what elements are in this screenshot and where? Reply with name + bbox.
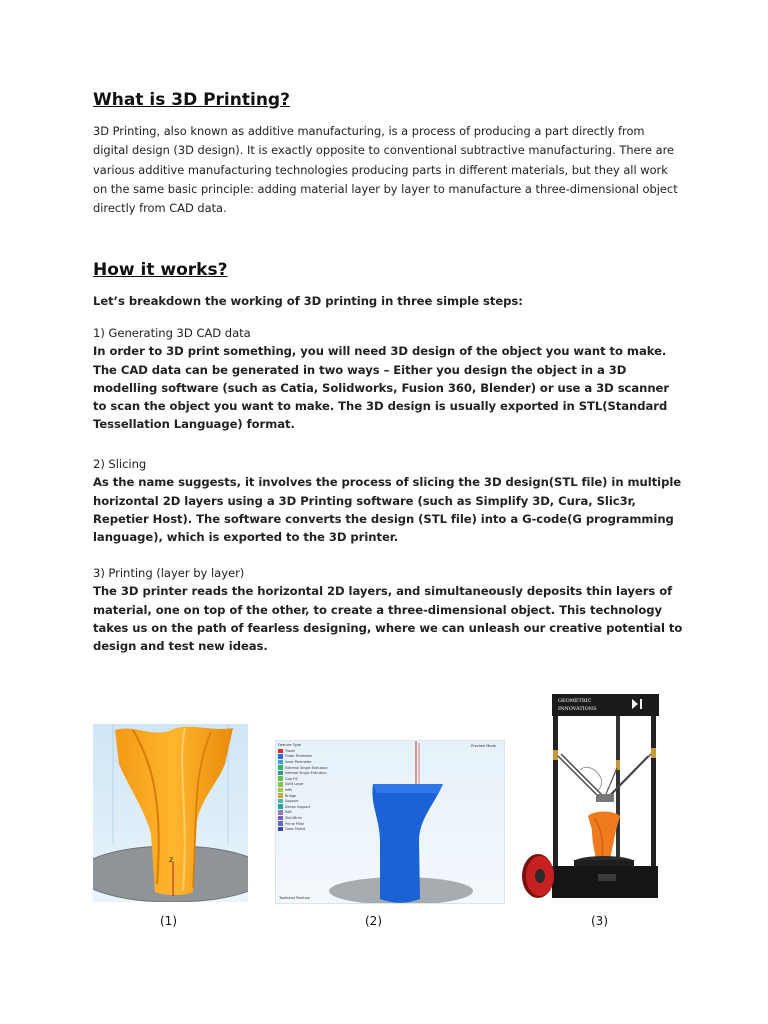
legend-label: Dense Support [285, 804, 311, 809]
toolhead-position-label: Toolhead Position [279, 896, 311, 900]
legend-swatch [278, 821, 283, 826]
legend-swatch [278, 804, 283, 809]
step-2-title: 2) Slicing [93, 457, 147, 471]
steps-lead: Let’s breakdown the working of 3D printing in three simple steps: [93, 294, 523, 308]
figure-1-caption: (1) [160, 914, 177, 928]
legend-label: Gap Fill [285, 776, 298, 781]
legend-label: Internal Single Extrusion [285, 771, 327, 776]
legend-label: Raft [285, 810, 292, 815]
legend-label: Ooze Shield [285, 827, 306, 832]
step-3-title: 3) Printing (layer by layer) [93, 566, 245, 580]
legend-swatch [278, 816, 283, 821]
legend-item [278, 826, 348, 832]
legend-label: Support [285, 799, 299, 804]
step-3-body: The 3D printer reads the horizontal 2D layers, and simultaneously deposits thin layers of material, one on top of the other, to create a three-dimensional object. This technology takes us on the path of fearless designing, where we can unleash our creative potential to design and test new ideas. [93, 584, 683, 654]
slicer-legend [278, 743, 348, 832]
legend-label: Solid Layer [285, 782, 304, 787]
step-2-body: As the name suggests, it involves the process of slicing the 3D design(STL file) in multiple horizontal 2D layers using a 3D Printing software (such as Simplify 3D, Cura, Slic3r, Repetier Host). The software converts the design (STL file) into a G-code(G programming language), which is exported to the 3D printer. [93, 475, 682, 545]
figure-slicer-preview [275, 740, 505, 904]
step-1 [93, 324, 683, 434]
step-3 [93, 564, 683, 655]
legend-swatch [278, 827, 283, 832]
legend-title: Feature Type [278, 743, 301, 747]
printer-brand-line1: GEOMETRIC [558, 698, 592, 704]
figure-2-caption: (2) [365, 914, 382, 928]
intro-paragraph: 3D Printing, also known as additive manufacturing, is a process of producing a part directly from digital design (3D design). It is exactly opposite to conventional subtractive manufacturing. There are various additive manufacturing technologies producing parts in different materials, but they all work on the same basic principle: adding material layer by layer to manufacture a three-dimensional object directly from CAD data. [93, 124, 678, 216]
printer-brand-line2: INNOVATIONS [558, 706, 597, 712]
step-1-body: In order to 3D print something, you will need 3D design of the object you want to make. The CAD data can be generated in two ways – Either you design the object in a 3D modelling software (such as Catia, Solidworks, Fusion 360, Blender) or use a 3D scanner to scan the object you want to make. The 3D design is usually exported in STL(Standard Tessellation Language) format. [93, 344, 670, 432]
legend-swatch [278, 754, 283, 759]
svg-text:z: z [169, 855, 174, 864]
legend-swatch [278, 793, 283, 798]
legend-label: Infill [285, 787, 293, 792]
cad-model-image [93, 724, 248, 902]
legend-swatch [278, 782, 283, 787]
figure-3d-printer [520, 690, 665, 902]
legend-label: Travel [285, 748, 296, 753]
legend-list [278, 748, 348, 832]
legend-label: Outer Perimeter [285, 754, 313, 759]
figure-3-caption: (3) [591, 914, 608, 928]
section-heading-how-it-works: How it works? [93, 260, 228, 280]
legend-swatch [278, 810, 283, 815]
legend-swatch [278, 765, 283, 770]
step-2 [93, 455, 683, 546]
step-1-title: 1) Generating 3D CAD data [93, 326, 251, 340]
preview-mode-label: Preview Mode [471, 744, 496, 748]
legend-swatch [278, 749, 283, 754]
legend-swatch [278, 776, 283, 781]
legend-swatch [278, 799, 283, 804]
legend-label: External Single Extrusion [285, 765, 328, 770]
legend-label: Prime Pillar [285, 821, 305, 826]
legend-swatch [278, 788, 283, 793]
printer-image [520, 690, 665, 902]
section-heading-what-is: What is 3D Printing? [93, 90, 290, 110]
legend-label: Skirt/Brim [285, 815, 302, 820]
figure-cad-model [93, 724, 248, 902]
legend-label: Inner Perimeter [285, 759, 312, 764]
legend-swatch [278, 771, 283, 776]
legend-label: Bridge [285, 793, 297, 798]
legend-swatch [278, 760, 283, 765]
